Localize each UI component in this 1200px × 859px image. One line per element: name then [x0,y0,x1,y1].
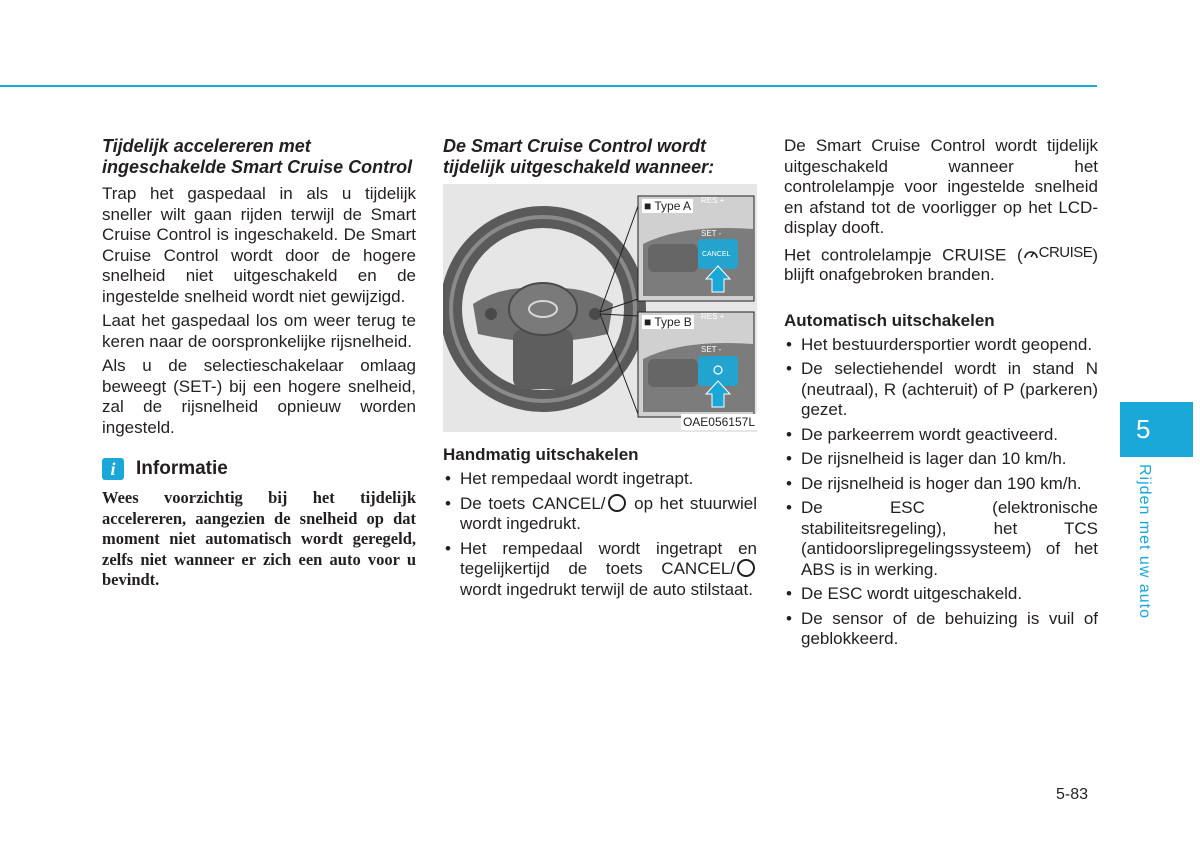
paragraph: Als u de selectieschakelaar omlaag beweegt (SET-) bij een hogere snelheid, zal de rijsnelheid opnieuw worden ingesteld. [102,356,416,437]
list-item-text: wordt ingedrukt terwijl de auto stilstaat. [460,579,753,599]
auto-off-list [784,335,1098,650]
list-item-text: Het rempedaal wordt ingetrapt. [460,469,694,488]
cruise-indicator-icon [1023,243,1093,264]
section-heading-temporary-off: De Smart Cruise Control wordt tijdelijk uitgeschakeld wanneer: [443,136,715,177]
info-text: Wees voorzichtig bij het tijdelijk accelereren, aangezien de snelheid op dat moment niet automatisch wordt geregeld, zelfs niet wanneer er zich een auto voor u bevindt. [102,488,416,589]
list-item: • De sensor of de behuizing is vuil of geblokkeerd. [784,609,1098,650]
list-item [443,494,757,535]
list-item-text: op het stuurwiel wordt ingedrukt. [460,493,757,533]
list-item: • Het bestuurdersportier wordt geopend. [784,335,1098,356]
manual-off-list [443,469,757,600]
list-item: • De ESC wordt uitgeschakeld. [784,584,1098,605]
list-item: • De rijsnelheid is hoger dan 190 km/h. [784,474,1098,495]
set-label: SET - [701,229,722,238]
paragraph: Laat het gaspedaal los om weer terug te keren naar de oorspronkelijke rijsnelheid. [102,311,416,351]
auto-off-heading: Automatisch uitschakelen [784,310,995,330]
list-item-text: De toets CANCEL/ [460,493,606,513]
column-middle [443,136,757,604]
paragraph: De Smart Cruise Control wordt tijdelijk uitgeschakeld wanneer het controlelampje voor ingestelde snelheid en afstand tot de voorligger op het LCD-display dooft. [784,136,1098,237]
list-item: • De rijsnelheid is lager dan 10 km/h. [784,449,1098,470]
paragraph [784,243,1098,286]
info-title: Informatie [136,458,228,479]
res-label: RES + [701,196,725,205]
steering-wheel-illustration [443,184,757,432]
circle-button-icon [737,559,755,577]
set-label: SET - [701,345,722,354]
list-item: • De selectiehendel wordt in stand N (neutraal), R (achteruit) of P (parkeren) gezet. [784,359,1098,421]
type-b-label: ■ Type B [644,315,692,329]
list-item [443,539,757,601]
list-item [443,469,757,490]
cruise-badge-text: CRUISE [1038,243,1093,261]
info-header [102,458,416,480]
column-right [784,136,1098,654]
list-item-text: Het rempedaal wordt ingetrapt en tegelijkertijd de toets CANCEL/ [460,538,757,578]
circle-button-icon [608,494,626,512]
figure-code: OAE056157L [682,415,755,429]
paragraph-text: Het controlelampje CRUISE ( [784,244,1023,264]
type-a-label: ■ Type A [644,199,692,213]
chapter-label-text: Rijden met uw auto [1136,464,1153,619]
list-item: • De ESC (elektronische stabiliteitsregeling), het TCS (antidoorslipregelingssysteem) of het ABS is in werking. [784,498,1098,580]
cancel-label: CANCEL [702,251,731,258]
paragraph-text: ) blijft onafgebroken branden. [784,244,1098,285]
steering-wheel-figure [443,184,757,432]
paragraph: Trap het gaspedaal in als u tijdelijk sneller wilt gaan rijden terwijl de Smart Cruise Control is ingeschakeld. De Smart Cruise Control wordt door de hogere snelheid niet uitgeschakeld en de ingestelde snelheid wordt niet gewijzigd. [102,184,416,306]
header-rule [0,85,1097,87]
res-label: RES + [701,312,725,321]
chapter-tab: 5 [1120,402,1193,457]
page-number: 5-83 [1056,786,1089,803]
chapter-label [1131,464,1155,624]
speedometer-icon [1023,246,1039,260]
manual-off-heading: Handmatig uitschakelen [443,445,639,464]
column-left [102,136,416,591]
section-heading-accelerate: Tijdelijk accelereren met ingeschakelde Smart Cruise Control [102,136,413,177]
list-item: • De parkeerrem wordt geactiveerd. [784,425,1098,446]
info-icon: i [102,458,124,480]
